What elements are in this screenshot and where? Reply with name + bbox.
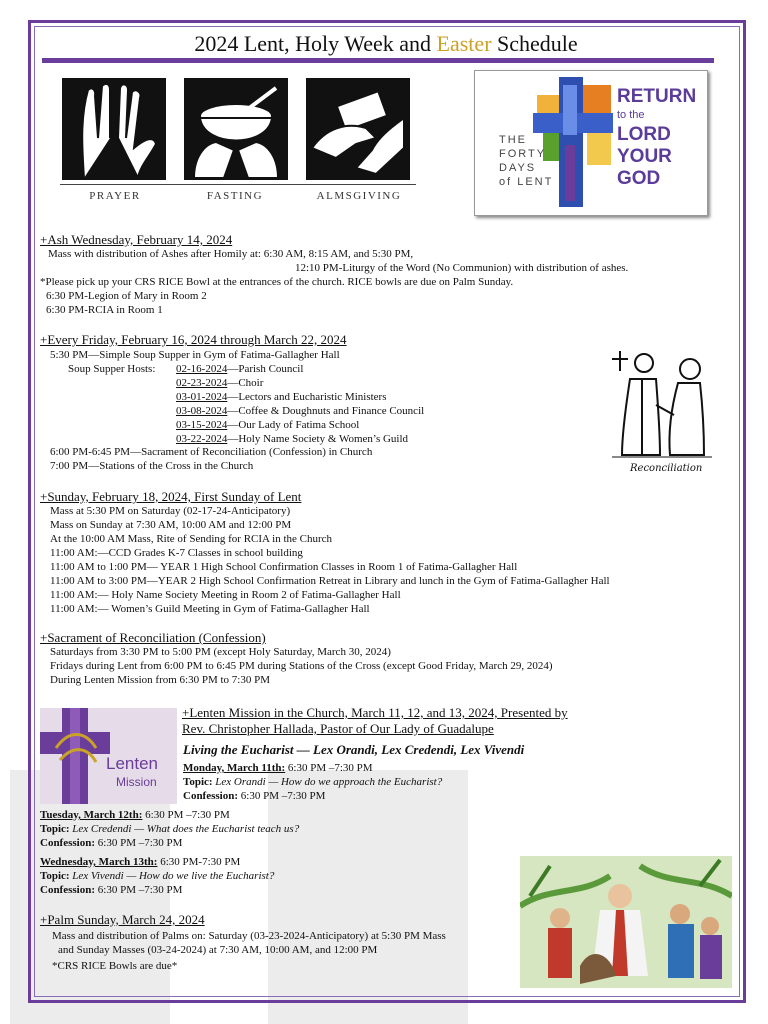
palm-line-3: *CRS RICE Bowls are due* xyxy=(52,960,178,972)
sunday-line: Mass at 5:30 PM on Saturday (02-17-24-Anticipatory) xyxy=(50,505,291,517)
confession-time: 6:30 PM –7:30 PM xyxy=(95,837,183,849)
fasting-caption: FASTING xyxy=(206,190,264,202)
title-easter-word: Easter xyxy=(436,31,492,56)
mission-confession-wednesday xyxy=(40,884,182,897)
topic-label: Topic: xyxy=(183,776,213,788)
host-date: 02-16-2024 xyxy=(176,363,228,375)
rtl-return: RETURN xyxy=(617,86,697,107)
host-date: 03-01-2024 xyxy=(176,391,228,403)
host-name: —Coffee & Doughnuts and Finance Council xyxy=(227,405,425,417)
rtl-the: THE xyxy=(499,134,527,146)
reconciliation-line: During Lenten Mission from 6:30 PM to 7:30 PM xyxy=(50,674,271,686)
palm-sunday-illustration xyxy=(520,856,732,988)
friday-heading: +Every Friday, February 16, 2024 through March 22, 2024 xyxy=(40,332,347,347)
mission-confession-tuesday xyxy=(40,837,182,850)
rtl-to-the: to the xyxy=(617,109,645,121)
confession-label: Confession: xyxy=(40,884,96,896)
mission-day-time: 6:30 PM –7:30 PM xyxy=(142,809,230,821)
mission-topic-monday xyxy=(183,776,442,789)
mission-topic-wednesday xyxy=(40,870,274,883)
host-date: 03-08-2024 xyxy=(176,405,228,417)
confession-label: Confession: xyxy=(40,837,96,849)
sunday-line: 11:00 AM to 3:00 PM—YEAR 2 High School Confirmation Retreat in Library and lunch in the Gym of Fatima-Gallagher Hall xyxy=(50,575,610,587)
reconciliation-line: Saturdays from 3:30 PM to 5:00 PM (except Holy Saturday, March 30, 2024) xyxy=(50,646,391,658)
host-date: 03-22-2024 xyxy=(176,433,228,445)
ash-line-4: 6:30 PM-Legion of Mary in Room 2 xyxy=(46,290,207,302)
palm-sunday-heading: +Palm Sunday, March 24, 2024 xyxy=(40,912,205,927)
page-title xyxy=(36,30,736,58)
rtl-your: YOUR xyxy=(617,146,672,167)
topic-label: Topic: xyxy=(40,823,70,835)
confession-time: 6:30 PM –7:30 PM xyxy=(95,884,183,896)
lenten-mission-image xyxy=(40,708,177,804)
mission-image-text: Mission xyxy=(116,775,157,789)
soup-host-row xyxy=(176,391,386,404)
prayer-fasting-almsgiving-graphic xyxy=(60,78,416,208)
pfa-divider xyxy=(60,184,416,185)
prayer-caption: PRAYER xyxy=(89,190,141,202)
palm-line-2: and Sunday Masses (03-24-2024) at 7:30 AM, 10:00 AM, and 12:00 PM xyxy=(58,944,378,956)
mission-heading-line-1: +Lenten Mission in the Church, March 11, 12, and 13, 2024, Presented by xyxy=(182,705,568,720)
confession-label: Confession: xyxy=(183,790,239,802)
soup-host-row xyxy=(176,419,359,432)
rtl-forty: FORTY xyxy=(499,148,547,160)
host-name: —Our Lady of Fatima School xyxy=(227,419,360,431)
title-text-end: Schedule xyxy=(491,31,578,56)
title-text-start: 2024 Lent, Holy Week and xyxy=(194,31,437,56)
sunday-line: 11:00 AM:— Holy Name Society Meeting in Room 2 of Fatima-Gallagher Hall xyxy=(50,589,401,601)
ash-line-1: Mass with distribution of Ashes after Homily at: 6:30 AM, 8:15 AM, and 5:30 PM, xyxy=(48,248,414,260)
reconciliation-caption: Reconciliation xyxy=(630,463,703,474)
mission-confession-monday xyxy=(183,790,325,803)
friday-soup-supper: 5:30 PM—Simple Soup Supper in Gym of Fatima-Gallagher Hall xyxy=(50,349,340,361)
mission-day-tuesday xyxy=(40,809,230,822)
bowl-hands-icon xyxy=(184,78,288,180)
mission-day-label: Tuesday, March 12th: xyxy=(40,809,143,821)
sunday-line: 11:00 AM:—CCD Grades K-7 Classes in school building xyxy=(50,547,303,559)
reconciliation-illustration xyxy=(608,345,716,493)
mission-heading-line-2: Rev. Christopher Hallada, Pastor of Our Lady of Guadalupe xyxy=(182,721,494,736)
topic-text: Lex Orandi — How do we approach the Eucharist? xyxy=(212,776,443,788)
host-date: 03-15-2024 xyxy=(176,419,228,431)
ash-wednesday-heading: +Ash Wednesday, February 14, 2024 xyxy=(40,232,233,247)
mission-day-label: Wednesday, March 13th: xyxy=(40,856,158,868)
soup-host-row xyxy=(176,433,408,446)
sunday-heading: +Sunday, February 18, 2024, First Sunday of Lent xyxy=(40,489,302,504)
mission-heading xyxy=(182,705,568,737)
praying-hands-icon xyxy=(62,78,166,180)
soup-hosts-label: Soup Supper Hosts: xyxy=(68,363,156,375)
giving-hands-icon xyxy=(306,78,410,180)
rtl-lord: LORD xyxy=(617,124,671,145)
almsgiving-caption: ALMSGIVING xyxy=(316,190,402,202)
host-name: —Holy Name Society & Women’s Guild xyxy=(227,433,409,445)
host-name: —Lectors and Eucharistic Ministers xyxy=(227,391,387,403)
lenten-image-text: Lenten xyxy=(106,754,158,773)
ash-line-2: 12:10 PM-Liturgy of the Word (No Communion) with distribution of ashes. xyxy=(295,262,629,274)
topic-text: Lex Credendi — What does the Eucharist teach us? xyxy=(69,823,300,835)
host-name: —Parish Council xyxy=(227,363,304,375)
mission-day-time: 6:30 PM –7:30 PM xyxy=(285,762,373,774)
confession-time: 6:30 PM –7:30 PM xyxy=(238,790,326,802)
topic-text: Lex Vivendi — How do we live the Eucharist? xyxy=(69,870,275,882)
friday-reconciliation: 6:00 PM-6:45 PM—Sacrament of Reconciliation (Confession) in Church xyxy=(50,446,373,458)
rtl-god: GOD xyxy=(617,168,661,189)
mosaic-cross-icon xyxy=(529,75,617,211)
mission-day-monday xyxy=(183,762,373,775)
title-rule xyxy=(42,58,714,63)
sunday-line: 11:00 AM:— Women’s Guild Meeting in Gym of Fatima-Gallagher Hall xyxy=(50,603,370,615)
sunday-line: At the 10:00 AM Mass, Rite of Sending for RCIA in the Church xyxy=(50,533,333,545)
soup-host-row xyxy=(176,405,424,418)
reconciliation-line: Fridays during Lent from 6:00 PM to 6:45 PM during Stations of the Cross (except Good Friday, March 29, 2024) xyxy=(50,660,553,672)
mission-subtitle: Living the Eucharist — Lex Orandi, Lex Credendi, Lex Vivendi xyxy=(183,742,525,757)
mission-day-time: 6:30 PM-7:30 PM xyxy=(157,856,241,868)
rtl-of-lent: of LENT xyxy=(499,176,554,188)
rtl-days: DAYS xyxy=(499,162,537,174)
return-to-the-lord-graphic xyxy=(474,70,708,216)
host-date: 02-23-2024 xyxy=(176,377,228,389)
sunday-line: 11:00 AM to 1:00 PM— YEAR 1 High School Confirmation Classes in Room 1 of Fatima-Gallagher Hall xyxy=(50,561,518,573)
mission-topic-tuesday xyxy=(40,823,299,836)
soup-host-row xyxy=(176,363,303,376)
palm-line-1: Mass and distribution of Palms on: Saturday (03-23-2024-Anticipatory) at 5:30 PM Mass xyxy=(52,930,446,942)
ash-line-3: *Please pick up your CRS RICE Bowl at the entrances of the church. RICE bowls are due on Palm Sunday. xyxy=(40,276,514,288)
host-name: —Choir xyxy=(227,377,264,389)
mission-day-label: Monday, March 11th: xyxy=(183,762,286,774)
topic-label: Topic: xyxy=(40,870,70,882)
soup-host-row xyxy=(176,377,263,390)
ash-line-5: 6:30 PM-RCIA in Room 1 xyxy=(46,304,163,316)
mission-day-wednesday xyxy=(40,856,240,869)
sunday-line: Mass on Sunday at 7:30 AM, 10:00 AM and 12:00 PM xyxy=(50,519,292,531)
friday-stations: 7:00 PM—Stations of the Cross in the Church xyxy=(50,460,254,472)
reconciliation-heading: +Sacrament of Reconciliation (Confession) xyxy=(40,630,266,645)
